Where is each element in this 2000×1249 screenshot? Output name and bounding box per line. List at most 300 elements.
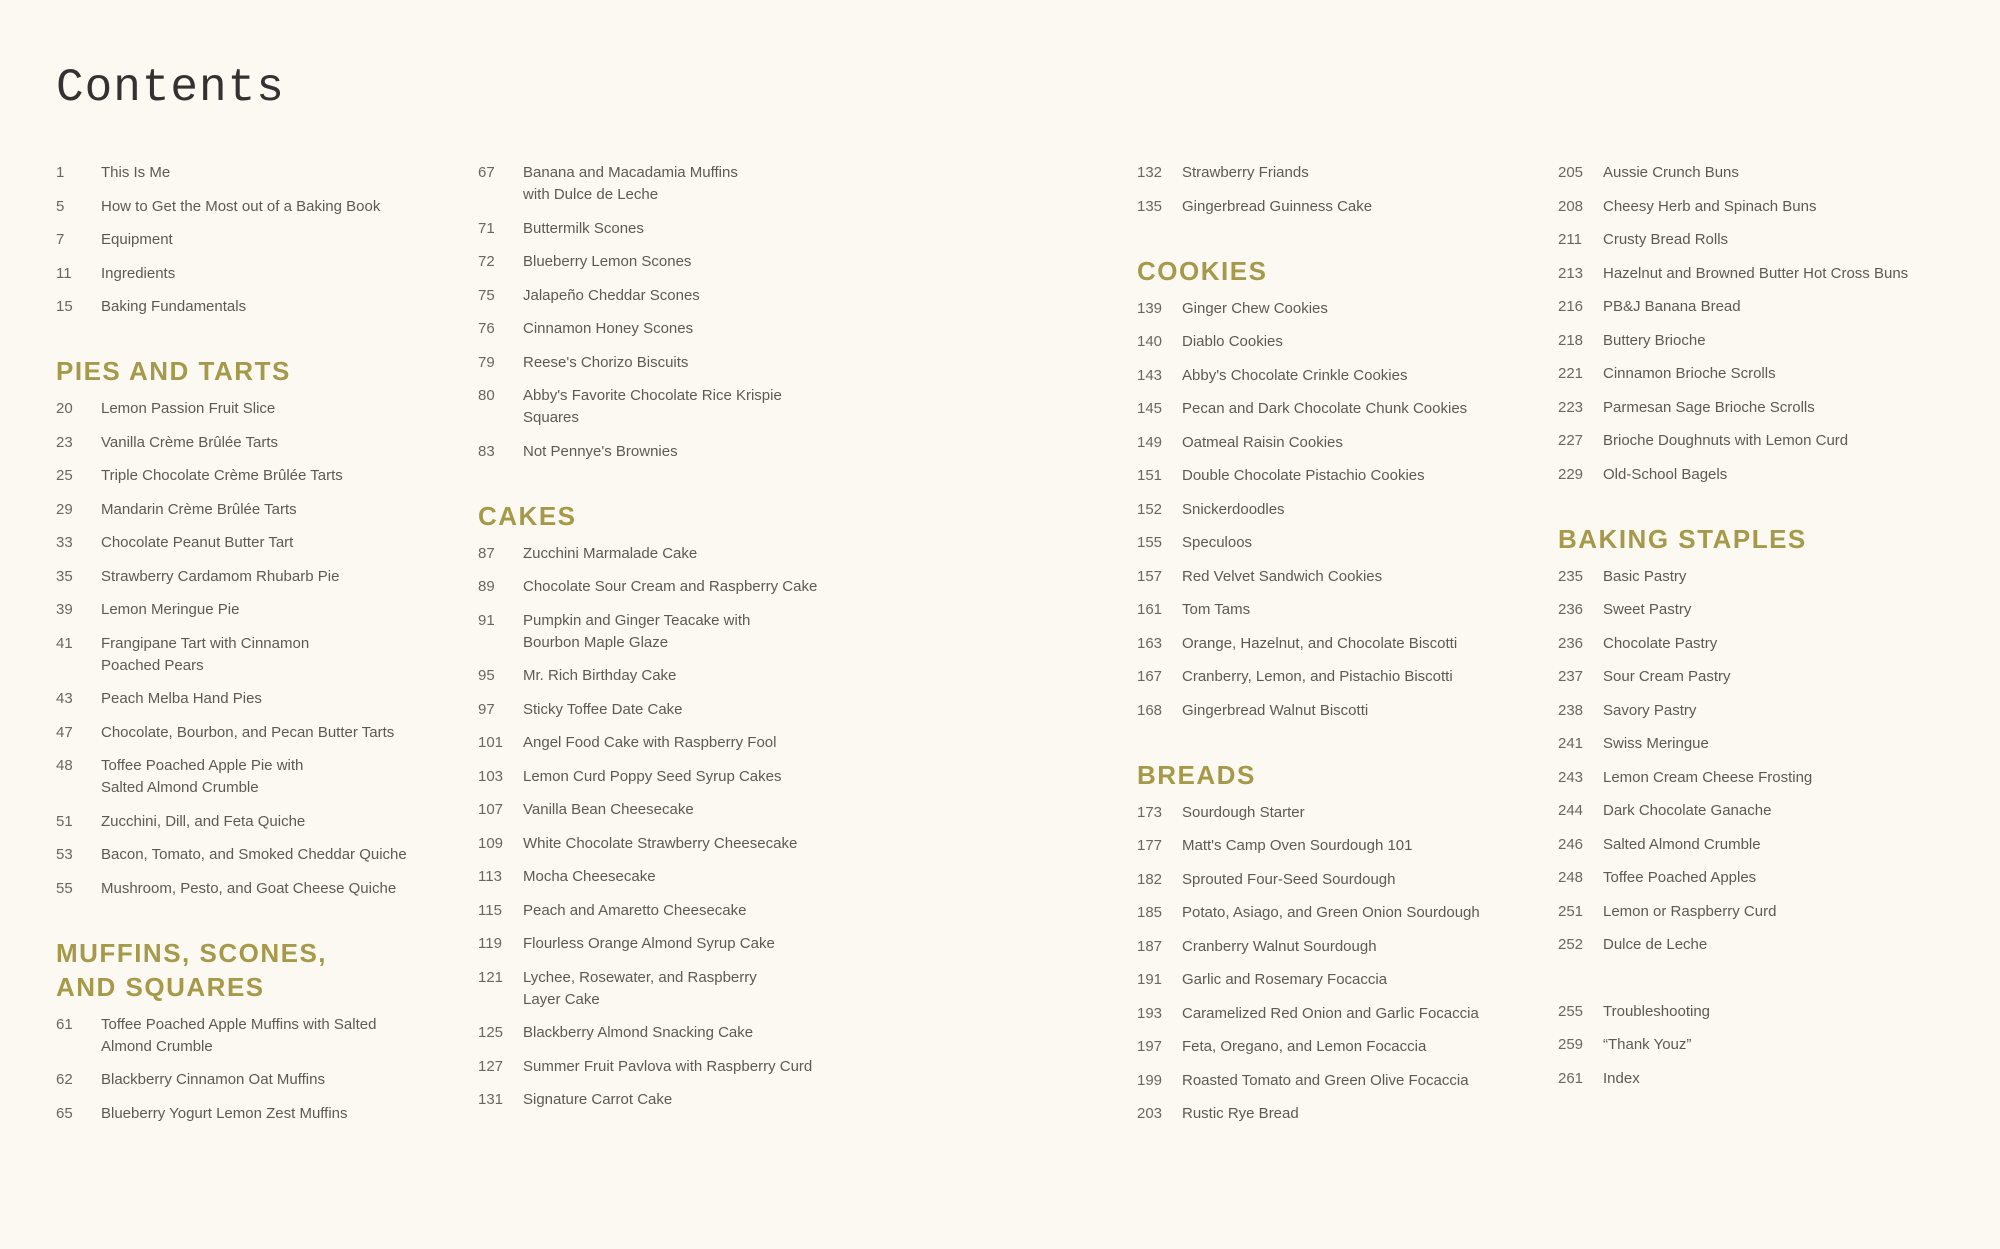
entry-title (101, 1069, 456, 1091)
toc-entry[interactable] (1137, 633, 1537, 655)
entry-title-line: Gingerbread Guinness Cake (1182, 197, 1373, 215)
entry-title (101, 844, 456, 866)
toc-entry[interactable] (1137, 432, 1537, 454)
entry-title (101, 162, 456, 184)
entry-title-line: Caramelized Red Onion and Garlic Focaccia (1182, 1004, 1479, 1022)
entry-title-line: Flourless Orange Almond Syrup Cake (523, 935, 775, 952)
toc-entry[interactable] (478, 285, 878, 307)
entry-title (101, 688, 456, 710)
entry-title (1182, 432, 1537, 454)
page-number: 197 (1137, 1038, 1163, 1055)
toc-entry[interactable] (1137, 365, 1537, 387)
toc-entry[interactable] (56, 722, 456, 744)
toc-entry[interactable] (1558, 901, 1958, 923)
entry-title-line: Feta, Oregano, and Lemon Focaccia (1182, 1038, 1427, 1055)
entry-title-line: Chocolate Sour Cream and Raspberry Cake (523, 578, 818, 595)
toc-entry[interactable] (478, 900, 878, 922)
toc-entry[interactable] (1558, 633, 1958, 655)
entry-title-line: Frangipane Tart with Cinnamon (101, 634, 310, 652)
entry-title-line: Cheesy Herb and Spinach Buns (1603, 197, 1817, 215)
toc-entry[interactable] (1137, 1036, 1537, 1058)
page-number: 55 (56, 879, 73, 897)
page-number: 193 (1137, 1004, 1163, 1022)
entry-title (1603, 800, 1958, 822)
entry-title (1182, 1003, 1537, 1025)
page-number: 243 (1558, 768, 1584, 786)
toc-entry[interactable] (478, 833, 878, 855)
toc-column-4 (1558, 162, 1958, 1101)
entry-title (1603, 901, 1958, 923)
entry-title-line: Blueberry Yogurt Lemon Zest Muffins (101, 1104, 348, 1122)
toc-entry[interactable] (1137, 465, 1537, 487)
toc-entry[interactable] (1137, 902, 1537, 924)
entry-title-line: Reese's Chorizo Biscuits (523, 353, 689, 371)
entry-title (101, 499, 456, 521)
entry-title-line: Banana and Macadamia Muffins (523, 164, 738, 181)
entry-title-line: Toffee Poached Apples (1603, 869, 1757, 886)
page-number: 97 (478, 700, 495, 718)
toc-entry[interactable] (1558, 363, 1958, 385)
toc-entry[interactable] (1137, 666, 1537, 688)
entry-title-line: Equipment (101, 231, 173, 248)
page-number: 87 (478, 544, 495, 562)
toc-entry[interactable] (56, 1103, 456, 1125)
entry-title (101, 811, 456, 833)
toc-entry[interactable] (56, 532, 456, 554)
entry-title-line: Chocolate, Bourbon, and Pecan Butter Tarts (101, 723, 395, 741)
entry-title-line: Pumpkin and Ginger Teacake with (523, 611, 751, 629)
toc-entry[interactable] (56, 465, 456, 487)
entry-title-line: Double Chocolate Pistachio Cookies (1182, 467, 1425, 484)
entry-title-line: Old-School Bagels (1603, 465, 1728, 483)
entry-title (523, 576, 878, 598)
page-number: 43 (56, 690, 73, 707)
page-number: 252 (1558, 936, 1584, 953)
entry-title (523, 1022, 878, 1044)
entry-title-line: Lychee, Rosewater, and Raspberry (523, 968, 757, 986)
page-number: 244 (1558, 802, 1584, 819)
toc-entry[interactable] (56, 1014, 456, 1058)
toc-entry[interactable] (1558, 767, 1958, 789)
toc-entry[interactable] (1558, 834, 1958, 856)
entry-title-line: Orange, Hazelnut, and Chocolate Biscotti (1182, 634, 1458, 652)
page-number: 127 (478, 1057, 504, 1075)
page-number: 95 (478, 667, 495, 684)
entry-title-line: Oatmeal Raisin Cookies (1182, 433, 1343, 451)
entry-title (101, 196, 456, 218)
page-number: 208 (1558, 197, 1584, 215)
entry-title-line: Angel Food Cake with Raspberry Fool (523, 734, 777, 751)
toc-column-2 (478, 162, 878, 1123)
toc-entry[interactable] (478, 385, 878, 429)
section-heading-line: MUFFINS, SCONES, (56, 937, 328, 968)
entry-title (523, 251, 878, 273)
entry-title-line: Bacon, Tomato, and Smoked Cheddar Quiche (101, 846, 407, 863)
entry-title-line: Salted Almond Crumble (101, 779, 259, 796)
entry-title-line: Buttermilk Scones (523, 219, 644, 237)
entry-title (1603, 464, 1958, 486)
entry-title (101, 398, 456, 420)
toc-entry[interactable] (56, 229, 456, 251)
entry-title (523, 610, 878, 654)
page-number: 62 (56, 1071, 73, 1088)
entry-title (101, 633, 456, 677)
page-number: 236 (1558, 634, 1584, 652)
page-number: 237 (1558, 668, 1584, 685)
entry-title (523, 1056, 878, 1078)
entry-title (1603, 700, 1958, 722)
page-number: 216 (1558, 298, 1584, 315)
toc-entry[interactable] (1137, 1103, 1537, 1125)
toc-entry[interactable] (478, 352, 878, 374)
entry-title (1182, 700, 1537, 722)
entry-title-line: Crusty Bread Rolls (1603, 231, 1729, 248)
entry-title-line: Chocolate Pastry (1603, 634, 1718, 652)
toc-entry[interactable] (478, 866, 878, 888)
entry-title (1182, 196, 1537, 218)
entry-title-line: Index (1603, 1069, 1640, 1087)
entry-title-line: Cranberry Walnut Sourdough (1182, 937, 1377, 955)
entry-title-line: Potato, Asiago, and Green Onion Sourdough (1182, 904, 1480, 921)
entry-title-line: Sour Cream Pastry (1603, 668, 1731, 685)
entry-title-line: Strawberry Cardamom Rhubarb Pie (101, 567, 340, 585)
entry-title (101, 532, 456, 554)
entry-title (1603, 397, 1958, 419)
toc-entry[interactable] (1137, 969, 1537, 991)
entry-title-line: Zucchini Marmalade Cake (523, 544, 698, 562)
page-number: 143 (1137, 366, 1163, 384)
toc-entry[interactable] (478, 576, 878, 598)
toc-entry[interactable] (1558, 196, 1958, 218)
toc-entry[interactable] (1558, 700, 1958, 722)
toc-entry[interactable] (1558, 733, 1958, 755)
page-number: 199 (1137, 1071, 1163, 1089)
entry-title (1182, 566, 1537, 588)
page-number: 255 (1558, 1002, 1584, 1020)
entry-title-line: Blackberry Cinnamon Oat Muffins (101, 1071, 325, 1088)
page-number: 76 (478, 320, 495, 337)
toc-entry[interactable] (1558, 1034, 1958, 1056)
page-number: 35 (56, 567, 73, 585)
toc-entry[interactable] (478, 933, 878, 955)
page-number: 91 (478, 611, 495, 629)
toc-entry[interactable] (56, 755, 456, 799)
toc-entry[interactable] (478, 967, 878, 1011)
toc-entry[interactable] (56, 432, 456, 454)
entry-title-line: Peach Melba Hand Pies (101, 690, 262, 707)
entry-title-line: Mandarin Crème Brûlée Tarts (101, 500, 297, 518)
entry-title-line: Sweet Pastry (1603, 601, 1692, 618)
entry-title (523, 441, 878, 463)
toc-entry[interactable] (1558, 1068, 1958, 1090)
entry-title-line: Lemon Meringue Pie (101, 601, 240, 618)
entry-title-line: Cranberry, Lemon, and Pistachio Biscotti (1182, 668, 1453, 685)
toc-entry[interactable] (478, 318, 878, 340)
toc-entry[interactable] (478, 543, 878, 565)
toc-entry[interactable] (1558, 229, 1958, 251)
toc-entry[interactable] (1137, 566, 1537, 588)
toc-entry[interactable] (56, 1069, 456, 1091)
page-number: 125 (478, 1024, 504, 1041)
toc-entry[interactable] (1558, 296, 1958, 318)
entry-title (1603, 162, 1958, 184)
page-number: 177 (1137, 837, 1163, 854)
page-number: 15 (56, 298, 73, 315)
page-number: 261 (1558, 1069, 1584, 1087)
entry-title-line: Tom Tams (1182, 601, 1251, 618)
entry-title-line: Snickerdoodles (1182, 500, 1285, 518)
page-number: 145 (1137, 400, 1163, 417)
section-heading-line: CAKES (478, 500, 577, 531)
entry-title-line: Ginger Chew Cookies (1182, 299, 1328, 317)
page-number: 72 (478, 253, 495, 270)
toc-entry[interactable] (56, 878, 456, 900)
toc-entry[interactable] (478, 441, 878, 463)
entry-title-line: Sourdough Starter (1182, 803, 1305, 821)
entry-title (101, 1014, 456, 1058)
entry-title (1603, 834, 1958, 856)
toc-entry[interactable] (56, 499, 456, 521)
page-number: 185 (1137, 904, 1163, 921)
entry-title-line: Garlic and Rosemary Focaccia (1182, 971, 1388, 988)
entry-title (1603, 363, 1958, 385)
toc-entry[interactable] (56, 196, 456, 218)
toc-entry[interactable] (478, 799, 878, 821)
entry-title (1603, 666, 1958, 688)
page-number: 238 (1558, 701, 1584, 719)
toc-entry[interactable] (1558, 263, 1958, 285)
section-heading-line: COOKIES (1137, 255, 1268, 286)
entry-title-line: Pecan and Dark Chocolate Chunk Cookies (1182, 400, 1468, 417)
entry-title-line: Vanilla Bean Cheesecake (523, 801, 694, 818)
toc-entry[interactable] (1558, 867, 1958, 889)
toc-entry[interactable] (56, 162, 456, 184)
entry-title-line: Savory Pastry (1603, 701, 1697, 719)
toc-entry[interactable] (478, 162, 878, 206)
entry-title-line: Buttery Brioche (1603, 331, 1706, 349)
toc-entry[interactable] (1137, 1070, 1537, 1092)
page-number: 223 (1558, 398, 1584, 416)
entry-title (523, 732, 878, 754)
entry-title (1603, 196, 1958, 218)
page-number: 182 (1137, 870, 1163, 888)
entry-title (101, 1103, 456, 1125)
toc-entry[interactable] (56, 263, 456, 285)
page-number: 163 (1137, 634, 1163, 652)
entry-title (101, 599, 456, 621)
entry-title-line: Signature Carrot Cake (523, 1091, 673, 1108)
toc-entry[interactable] (1558, 162, 1958, 184)
entry-title (101, 432, 456, 454)
page-number: 67 (478, 164, 495, 181)
entry-title-line: Chocolate Peanut Butter Tart (101, 534, 294, 551)
entry-title-line: Brioche Doughnuts with Lemon Curd (1603, 432, 1849, 449)
page-number: 121 (478, 968, 504, 986)
toc-entry[interactable] (1137, 936, 1537, 958)
entry-title (1603, 1068, 1958, 1090)
entry-title-line: with Dulce de Leche (523, 186, 659, 203)
entry-title-line: Hazelnut and Browned Butter Hot Cross Buns (1603, 264, 1909, 282)
page-number: 75 (478, 286, 495, 304)
page-number: 41 (56, 634, 73, 652)
entry-title (523, 162, 878, 206)
toc-entry[interactable] (1558, 566, 1958, 588)
toc-entry[interactable] (1137, 162, 1537, 184)
entry-title (523, 933, 878, 955)
entry-title-line: Roasted Tomato and Green Olive Focaccia (1182, 1071, 1469, 1089)
page-number: 48 (56, 757, 73, 774)
toc-entry[interactable] (1558, 599, 1958, 621)
toc-entry[interactable] (1137, 869, 1537, 891)
toc-entry[interactable] (56, 688, 456, 710)
toc-entry[interactable] (1558, 430, 1958, 452)
page-number: 149 (1137, 433, 1163, 451)
toc-entry[interactable] (56, 566, 456, 588)
entry-title (1182, 835, 1537, 857)
toc-entry[interactable] (478, 218, 878, 240)
toc-entry[interactable] (1137, 298, 1537, 320)
entry-title-line: Swiss Meringue (1603, 735, 1709, 752)
toc-entry[interactable] (1137, 532, 1537, 554)
toc-entry[interactable] (56, 398, 456, 420)
entry-title (1603, 767, 1958, 789)
toc-entry[interactable] (1137, 1003, 1537, 1025)
toc-entry[interactable] (1137, 331, 1537, 353)
toc-entry[interactable] (56, 844, 456, 866)
entry-title (1182, 633, 1537, 655)
toc-entry[interactable] (1137, 802, 1537, 824)
page-number: 191 (1137, 971, 1163, 988)
section-heading (1137, 758, 1537, 792)
entry-title (1603, 633, 1958, 655)
page-number: 103 (478, 767, 504, 785)
toc-entry[interactable] (1558, 464, 1958, 486)
page-number: 107 (478, 801, 504, 818)
toc-entry[interactable] (56, 811, 456, 833)
page-number: 187 (1137, 937, 1163, 955)
toc-entry[interactable] (478, 699, 878, 721)
entry-title-line: Triple Chocolate Crème Brûlée Tarts (101, 467, 343, 484)
page-number: 259 (1558, 1036, 1584, 1053)
toc-entry[interactable] (56, 633, 456, 677)
entry-title (101, 566, 456, 588)
page-title: Contents (56, 62, 285, 114)
entry-title (101, 229, 456, 251)
toc-entry[interactable] (478, 732, 878, 754)
entry-title (101, 296, 456, 318)
toc-entry[interactable] (1558, 397, 1958, 419)
entry-title-line: Lemon Curd Poppy Seed Syrup Cakes (523, 767, 782, 785)
entry-title (1603, 1001, 1958, 1023)
page-number: 89 (478, 578, 495, 595)
toc-entry[interactable] (1137, 599, 1537, 621)
toc-entry[interactable] (1558, 666, 1958, 688)
entry-title-line: Basic Pastry (1603, 567, 1687, 585)
entry-title (101, 263, 456, 285)
toc-entry[interactable] (1137, 499, 1537, 521)
entry-title (523, 699, 878, 721)
page-number: 20 (56, 400, 73, 417)
page-number: 33 (56, 534, 73, 551)
toc-entry[interactable] (1137, 700, 1537, 722)
entry-title (1182, 599, 1537, 621)
section-heading-line: AND SQUARES (56, 971, 265, 1002)
toc-entry[interactable] (1137, 398, 1537, 420)
toc-entry[interactable] (478, 251, 878, 273)
entry-title (523, 1089, 878, 1111)
section-heading (478, 499, 878, 533)
entry-title-line: Matt's Camp Oven Sourdough 101 (1182, 837, 1413, 854)
toc-entry[interactable] (1558, 1001, 1958, 1023)
entry-title (523, 285, 878, 307)
entry-title-line: Abby's Favorite Chocolate Rice Krispie (523, 387, 782, 404)
toc-entry[interactable] (478, 766, 878, 788)
page-number: 213 (1558, 264, 1584, 282)
toc-entry[interactable] (1558, 800, 1958, 822)
entry-title-line: Not Pennye's Brownies (523, 442, 678, 460)
entry-title (1603, 296, 1958, 318)
entry-title-line: Mushroom, Pesto, and Goat Cheese Quiche (101, 879, 397, 897)
toc-entry[interactable] (1558, 330, 1958, 352)
section-heading-line: BAKING STAPLES (1558, 523, 1807, 554)
entry-title (1182, 162, 1537, 184)
entry-title-line: Abby's Chocolate Crinkle Cookies (1182, 366, 1408, 384)
page-number: 113 (478, 868, 502, 885)
entry-title-line: Vanilla Crème Brûlée Tarts (101, 433, 279, 451)
page-number: 25 (56, 467, 73, 484)
entry-title-line: Mocha Cheesecake (523, 868, 656, 885)
toc-entry[interactable] (1137, 835, 1537, 857)
toc-entry[interactable] (478, 665, 878, 687)
page-number: 109 (478, 834, 504, 852)
page-number: 131 (478, 1091, 504, 1108)
page-number: 23 (56, 433, 73, 451)
toc-column-1 (56, 162, 456, 1136)
entry-title (101, 722, 456, 744)
entry-title-line: Cinnamon Honey Scones (523, 320, 694, 337)
toc-column-3 (1137, 162, 1537, 1137)
entry-title-line: White Chocolate Strawberry Cheesecake (523, 834, 798, 852)
entry-title-line: Bourbon Maple Glaze (523, 633, 669, 651)
entry-title-line: Lemon Cream Cheese Frosting (1603, 768, 1813, 786)
entry-title (101, 755, 456, 799)
toc-entry[interactable] (478, 1056, 878, 1078)
toc-entry[interactable] (478, 610, 878, 654)
toc-entry[interactable] (56, 599, 456, 621)
page-number: 161 (1137, 601, 1163, 618)
toc-entry[interactable] (478, 1022, 878, 1044)
entry-title-line: Sprouted Four-Seed Sourdough (1182, 870, 1396, 888)
page-number: 83 (478, 442, 495, 460)
entry-title (1603, 430, 1958, 452)
entry-title (1182, 499, 1537, 521)
page-number: 229 (1558, 465, 1584, 483)
page-number: 80 (478, 387, 495, 404)
page-number: 11 (56, 264, 72, 282)
entry-title-line: Dulce de Leche (1603, 936, 1708, 953)
toc-entry[interactable] (1558, 934, 1958, 956)
page-number: 167 (1137, 668, 1163, 685)
entry-title (1603, 263, 1958, 285)
toc-entry[interactable] (478, 1089, 878, 1111)
page-number: 1 (56, 164, 65, 181)
entry-title (1182, 1036, 1537, 1058)
toc-entry[interactable] (56, 296, 456, 318)
entry-title-line: Salted Almond Crumble (1603, 835, 1761, 853)
entry-title-line: Sticky Toffee Date Cake (523, 700, 683, 718)
page-number: 53 (56, 846, 73, 863)
toc-entry[interactable] (1137, 196, 1537, 218)
